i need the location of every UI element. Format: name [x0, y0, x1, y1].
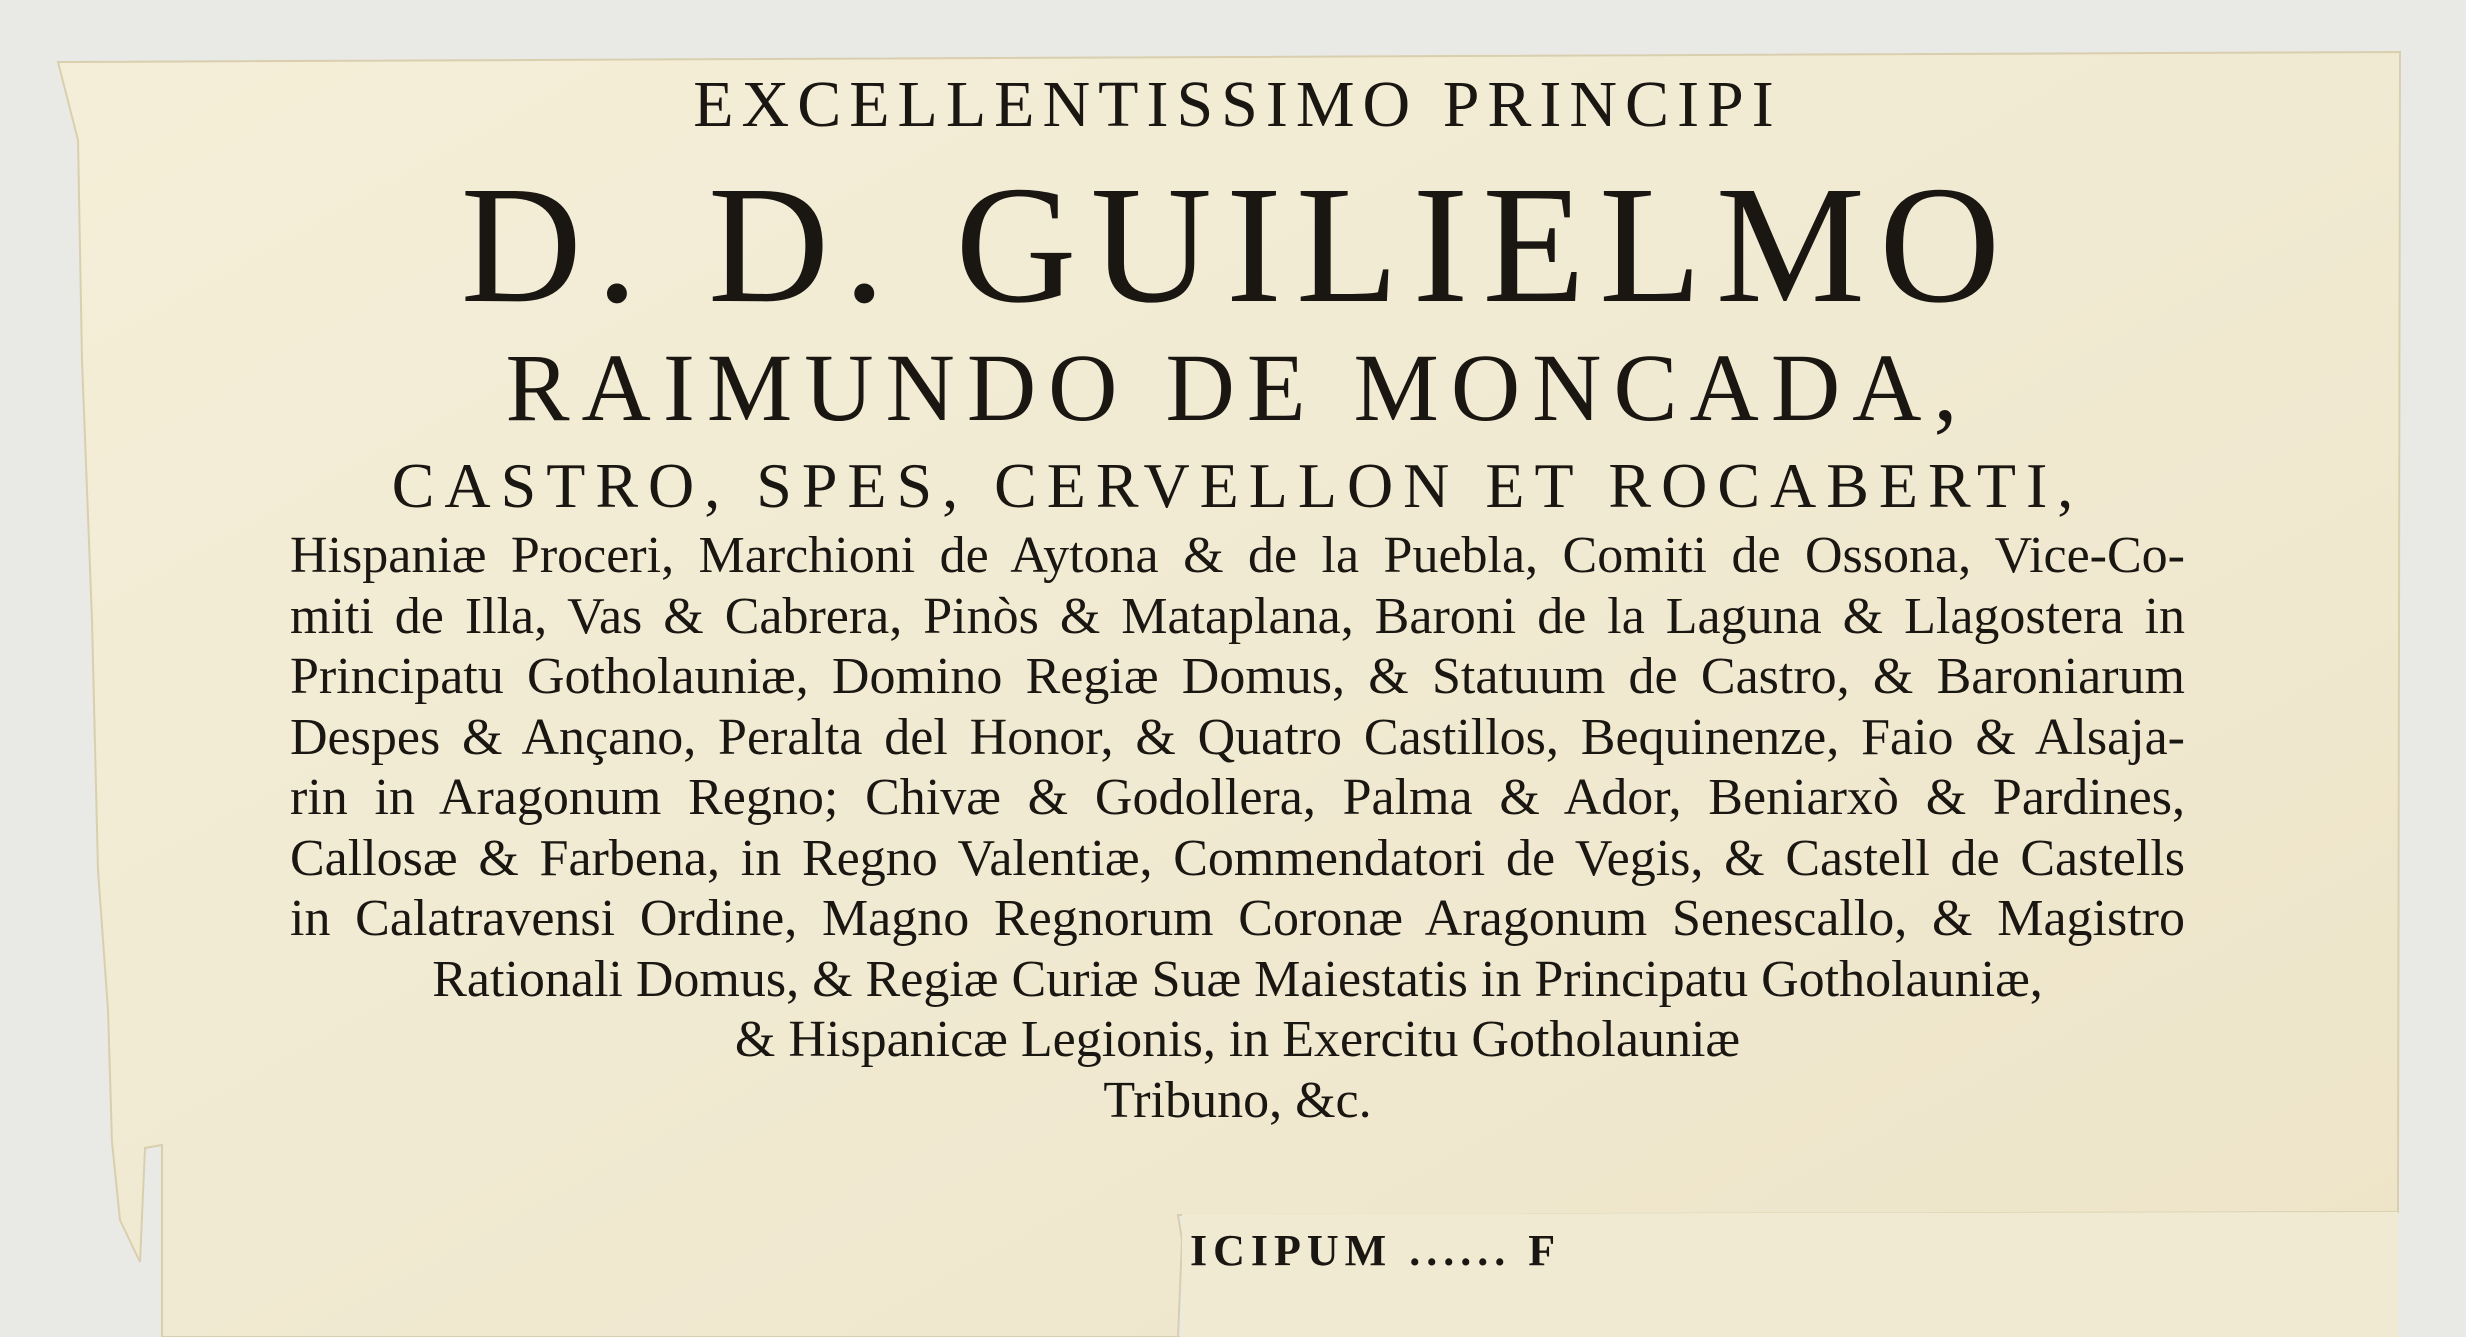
bottom-text-fragment: ICIPUM ...... F: [1190, 1226, 1562, 1275]
name-line: D. D. GUILIELMO: [460, 152, 2015, 338]
titles-line: Hispaniæ Proceri, Marchioni de Aytona & de la Puebla, Comiti de Ossona, Vice-Co-: [290, 527, 2185, 584]
titles-line: in Calatravensi Ordine, Magno Regnorum Coronæ Aragonum Senescallo, & Magistro: [290, 890, 2185, 947]
dedication-line: EXCELLENTISSIMO PRINCIPI: [693, 68, 1782, 141]
titles-line: Despes & Ançano, Peralta del Honor, & Quatro Castillos, Bequinenze, Faio & Alsaja-: [290, 708, 2185, 766]
titles-line: Rationali Domus, & Regiæ Curiæ Suæ Maiestatis in Principatu Gotholauniæ,: [432, 950, 2043, 1008]
houses-line: CASTRO, SPES, CERVELLON ET ROCABERTI,: [391, 450, 2084, 521]
titles-line: rin in Aragonum Regno; Chivæ & Godollera, Palma & Ador, Beniarxò & Pardines,: [290, 769, 2185, 826]
title-page-text: [290, 60, 2185, 1131]
titles-line: & Hispanicæ Legionis, in Exercitu Gotholauniæ: [734, 1011, 1741, 1068]
titles-line: Callosæ & Farbena, in Regno Valentiæ, Commendatori de Vegis, & Castell de Castells: [290, 829, 2185, 887]
surname-line: RAIMUNDO DE MONCADA,: [505, 334, 1970, 441]
titles-paragraph: [290, 526, 2185, 1131]
titles-line: miti de Illa, Vas & Cabrera, Pinòs & Mataplana, Baroni de la Laguna & Llagostera in: [290, 587, 2185, 645]
titles-line: Principatu Gotholauniæ, Domino Regiæ Domus, & Statuum de Castro, & Baroniarum: [290, 648, 2185, 705]
titles-line: Tribuno, &c.: [1103, 1071, 1372, 1129]
